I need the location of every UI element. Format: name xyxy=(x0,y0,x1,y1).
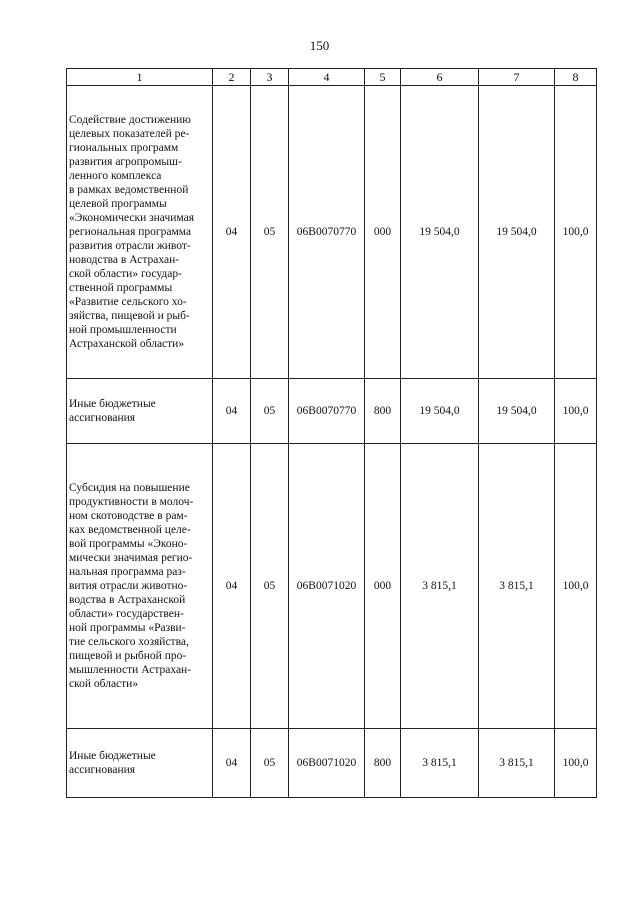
row-name-cell: Содействие достижению целевых показателей ре- гиональных программ развития агропромыш- ленного комплекса в рамках ведомственной целевой программы «Экономически значимая региональная программа развития отрасли живот- новодства в Астрахан- ской области» государ- ственной программы «Развитие сельского хо- зяйства, пищевой и рыб- ной промышленности Астраханской области» xyxy=(67,86,213,379)
actual-amount-cell: 19 504,0 xyxy=(479,379,555,444)
subsection-cell: 05 xyxy=(251,86,289,379)
percent-cell: 100,0 xyxy=(555,444,597,729)
header-col-3: 3 xyxy=(251,69,289,86)
page-number: 150 xyxy=(309,38,330,53)
planned-amount-cell: 19 504,0 xyxy=(401,86,479,379)
header-col-2: 2 xyxy=(213,69,251,86)
expense-type-cell: 000 xyxy=(365,444,401,729)
section-cell: 04 xyxy=(213,379,251,444)
subsection-cell: 05 xyxy=(251,444,289,729)
table-row xyxy=(67,379,597,444)
planned-amount-cell: 3 815,1 xyxy=(401,444,479,729)
section-cell: 04 xyxy=(213,729,251,798)
target-item-cell: 06В0070770 xyxy=(289,379,365,444)
percent-cell: 100,0 xyxy=(555,86,597,379)
header-col-4: 4 xyxy=(289,69,365,86)
expense-type-cell: 800 xyxy=(365,379,401,444)
header-col-5: 5 xyxy=(365,69,401,86)
row-name-cell: Иные бюджетные ассигнования xyxy=(67,379,213,444)
expense-type-cell: 800 xyxy=(365,729,401,798)
percent-cell: 100,0 xyxy=(555,379,597,444)
header-col-8: 8 xyxy=(555,69,597,86)
subsection-cell: 05 xyxy=(251,379,289,444)
header-col-7: 7 xyxy=(479,69,555,86)
table-row xyxy=(67,86,597,379)
header-row xyxy=(67,69,597,86)
actual-amount-cell: 3 815,1 xyxy=(479,444,555,729)
row-name-cell: Субсидия на повышение продуктивности в молоч- ном скотоводстве в рам- ках ведомственной целе- вой программы «Эконо- мически значимая регио- нальная программа раз- вития отрасли животно- водства в Астраханской области» государствен- ной программы «Разви- тие сельского хозяйства, пищевой и рыбной про- мышленности Астрахан- ской области» xyxy=(67,444,213,729)
percent-cell: 100,0 xyxy=(555,729,597,798)
target-item-cell: 06В0071020 xyxy=(289,444,365,729)
section-cell: 04 xyxy=(213,444,251,729)
subsection-cell: 05 xyxy=(251,729,289,798)
table-row xyxy=(67,444,597,729)
section-cell: 04 xyxy=(213,86,251,379)
planned-amount-cell: 3 815,1 xyxy=(401,729,479,798)
target-item-cell: 06В0070770 xyxy=(289,86,365,379)
row-name-cell: Иные бюджетные ассигнования xyxy=(67,729,213,798)
actual-amount-cell: 19 504,0 xyxy=(479,86,555,379)
actual-amount-cell: 3 815,1 xyxy=(479,729,555,798)
expense-type-cell: 000 xyxy=(365,86,401,379)
target-item-cell: 06В0071020 xyxy=(289,729,365,798)
table-row xyxy=(67,729,597,798)
planned-amount-cell: 19 504,0 xyxy=(401,379,479,444)
header-col-1: 1 xyxy=(67,69,213,86)
header-col-6: 6 xyxy=(401,69,479,86)
budget-table xyxy=(66,68,597,798)
